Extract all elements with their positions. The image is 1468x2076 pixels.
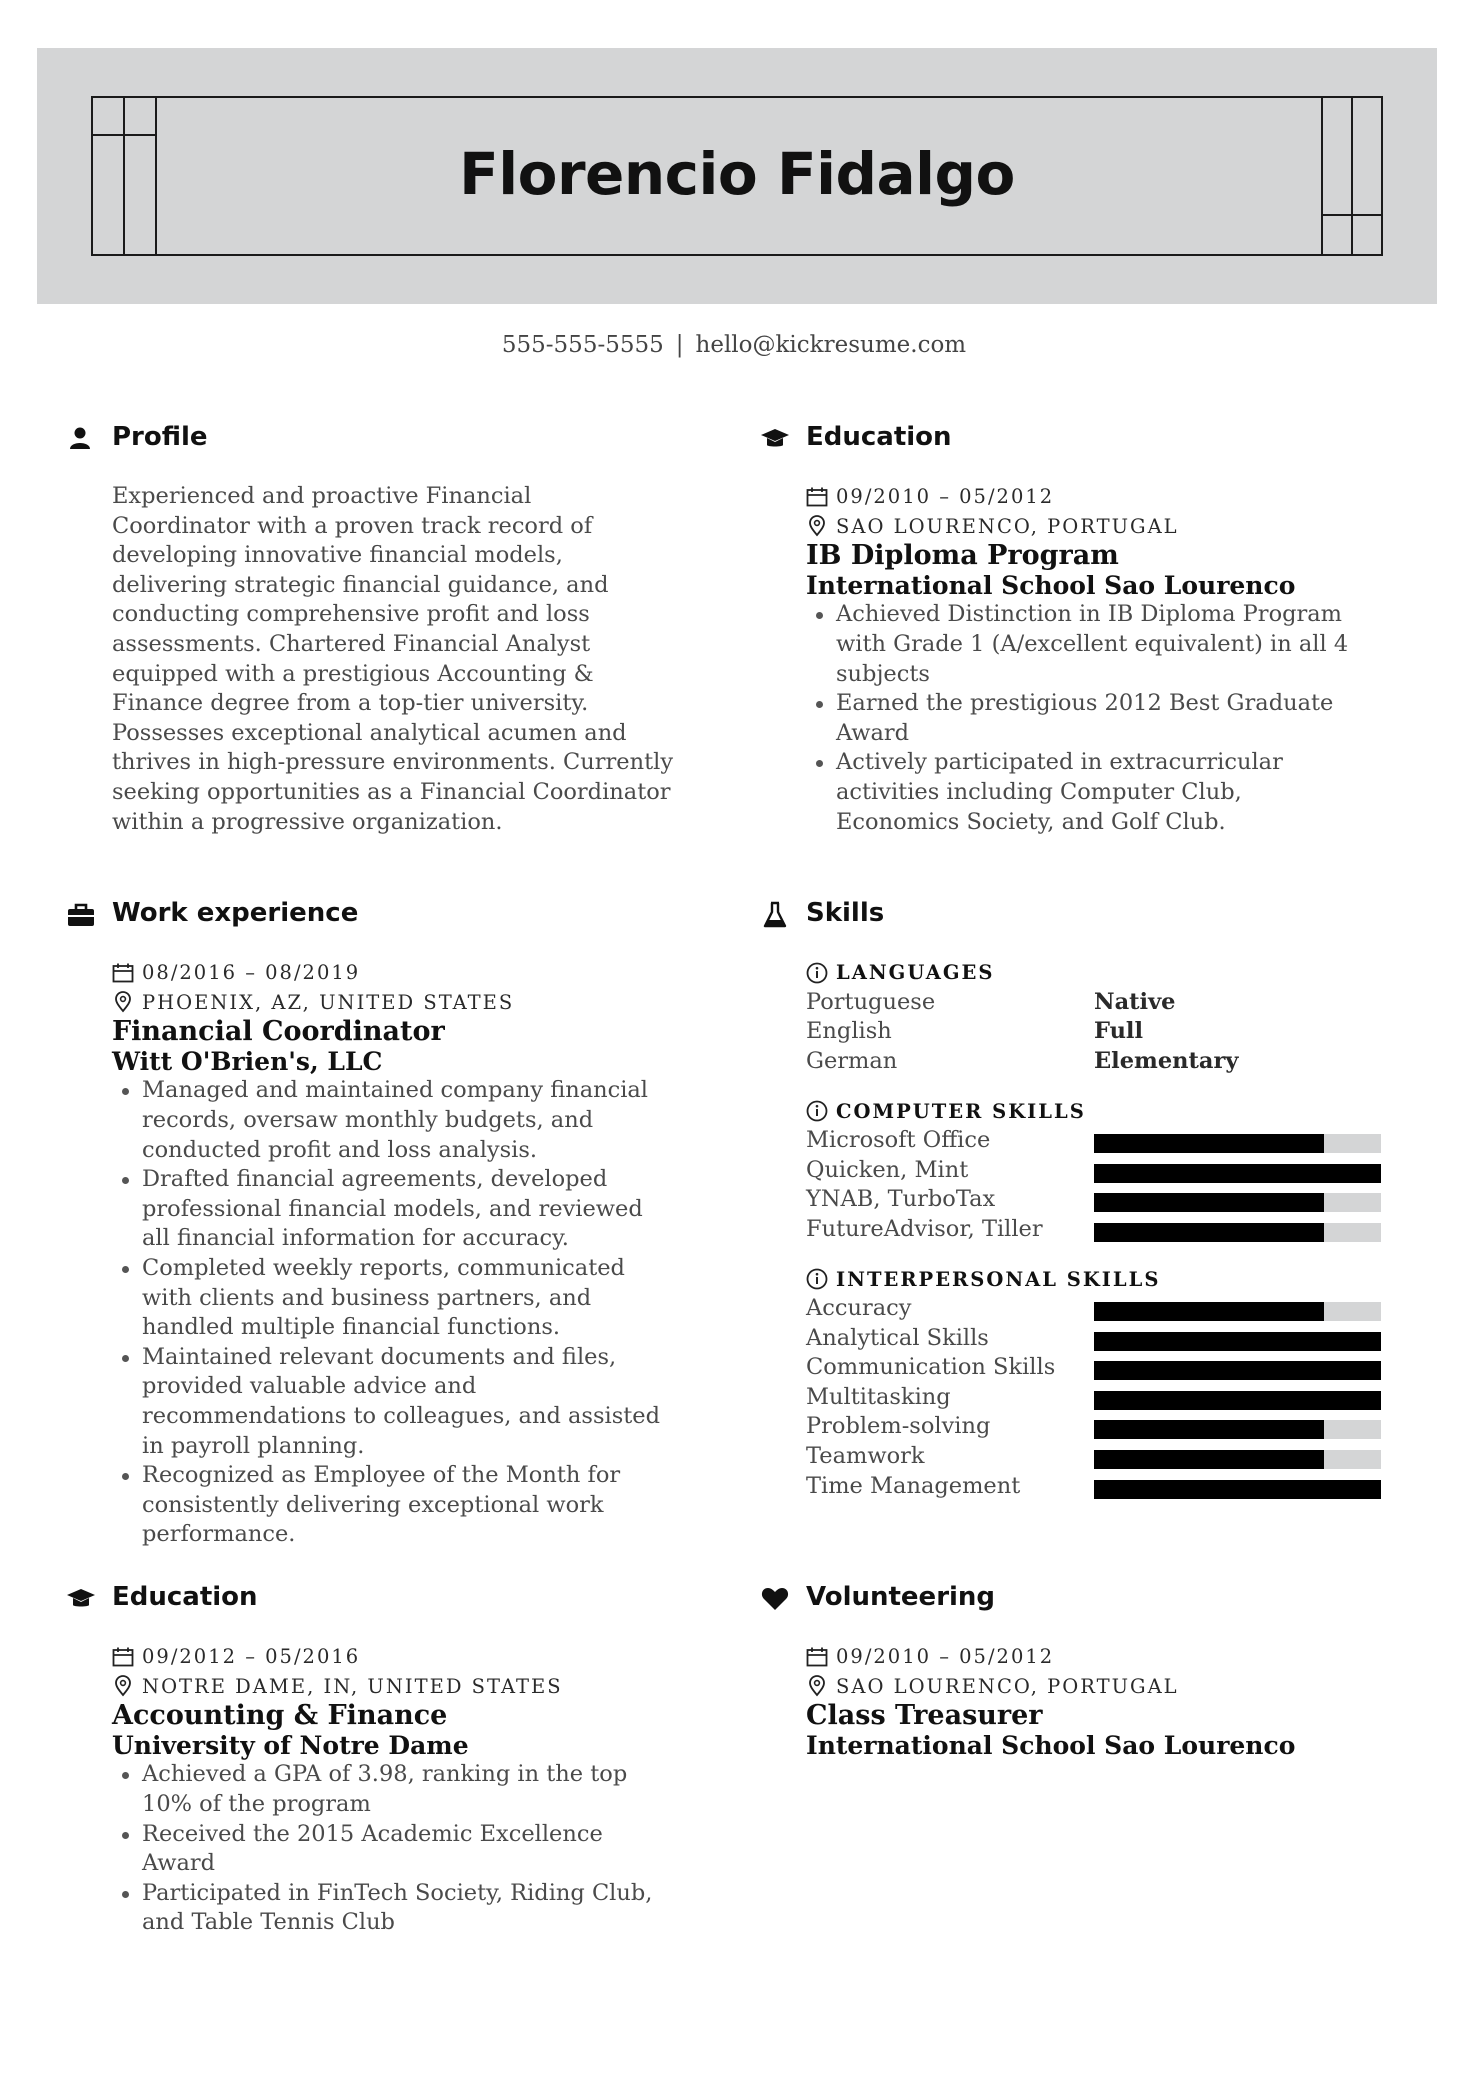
skill-level-bar <box>1094 1391 1381 1410</box>
skill-level-bar <box>1094 1302 1381 1321</box>
skill-group-header <box>806 1096 1370 1126</box>
calendar-icon <box>112 963 134 983</box>
person-icon <box>66 424 96 454</box>
language-row <box>806 1017 1370 1047</box>
header-banner <box>37 48 1437 304</box>
frame-divider <box>93 134 155 136</box>
skill-group-header <box>806 958 1370 988</box>
skill-row <box>806 1294 1370 1324</box>
location-pin-icon <box>806 515 828 537</box>
graduation-cap-icon <box>760 424 790 454</box>
profile-summary: Experienced and proactive Financial Coordinator with a proven track record of developing innovative financial models, delivering strategic financial guidance, and conducting comprehensive profit and loss assessments. Chartered Financial Analyst equipped with a prestigious Accounting & Finance degree from a top-tier university. Possesses exceptional analytical acumen and thrives in high-pressure environments. Currently seeking opportunities as a Financial Coordinator within a progressive organization. <box>112 483 674 835</box>
section-header <box>66 420 676 460</box>
list-item: Drafted financial agreements, developed professional financial models, and reviewed all financial information for accuracy. <box>112 1165 676 1254</box>
organization-name: International School Sao Lourenco <box>806 1730 1296 1760</box>
heart-icon <box>760 1584 790 1614</box>
responsibility-list <box>112 1076 676 1550</box>
contact-separator: | <box>675 332 684 358</box>
skill-row <box>806 1383 1370 1413</box>
location-pin-icon <box>112 991 134 1013</box>
skill-name: Problem-solving <box>806 1413 991 1440</box>
achievement-list <box>112 1760 676 1938</box>
section-header <box>760 420 1370 460</box>
skill-group-header <box>806 1264 1370 1294</box>
language-row <box>806 988 1370 1018</box>
language-row <box>806 1047 1370 1077</box>
language-name: English <box>806 1018 892 1045</box>
list-item: Maintained relevant documents and files, provided valuable advice and recommendations to colleagues, and assisted in payroll planning. <box>112 1343 676 1461</box>
calendar-icon <box>806 487 828 507</box>
dates-text: 09/2010 – 05/2012 <box>836 485 1055 508</box>
profile-section <box>66 420 676 837</box>
school-name: University of Notre Dame <box>112 1730 469 1760</box>
skill-level-bar <box>1094 1164 1381 1183</box>
skill-level-fill <box>1094 1361 1381 1380</box>
skill-name: Quicken, Mint <box>806 1156 969 1183</box>
skill-level-bar <box>1094 1361 1381 1380</box>
company-name: Witt O'Brien's, LLC <box>112 1046 383 1076</box>
location-text: SAO LOURENCO, PORTUGAL <box>836 514 1179 538</box>
section-header <box>66 1580 676 1620</box>
section-title: Volunteering <box>806 1582 996 1612</box>
section-header <box>66 896 676 936</box>
info-icon <box>806 962 828 984</box>
flask-icon <box>760 900 790 930</box>
entry-location <box>112 988 676 1018</box>
skill-row <box>806 1412 1370 1442</box>
section-header <box>760 896 1370 936</box>
skill-row <box>806 1442 1370 1472</box>
list-item: Completed weekly reports, communicated with clients and business partners, and handled multiple financial functions. <box>112 1254 676 1343</box>
skill-level-fill <box>1094 1134 1324 1153</box>
entry-location <box>806 1672 1370 1702</box>
computer-skill-list <box>806 1126 1370 1244</box>
location-text: NOTRE DAME, IN, UNITED STATES <box>142 1674 563 1698</box>
skill-name: YNAB, TurboTax <box>806 1186 996 1213</box>
briefcase-icon <box>66 900 96 930</box>
list-item: Achieved a GPA of 3.98, ranking in the top 10% of the program <box>112 1760 676 1819</box>
entry-dates <box>112 1642 676 1672</box>
skill-level-fill <box>1094 1480 1381 1499</box>
location-text: SAO LOURENCO, PORTUGAL <box>836 1674 1179 1698</box>
section-title: Skills <box>806 898 885 928</box>
location-pin-icon <box>806 1675 828 1697</box>
list-item: Participated in FinTech Society, Riding Club, and Table Tennis Club <box>112 1879 676 1938</box>
list-item: Actively participated in extracurricular activities including Computer Club, Economics Society, and Golf Club. <box>806 748 1370 837</box>
skill-level-bar <box>1094 1193 1381 1212</box>
skill-name: Communication Skills <box>806 1354 1056 1381</box>
education-section-secondary <box>760 420 1370 837</box>
dates-text: 09/2012 – 05/2016 <box>142 1645 361 1668</box>
section-title: Work experience <box>112 898 359 928</box>
language-name: German <box>806 1047 898 1074</box>
graduation-cap-icon <box>66 1584 96 1614</box>
skill-level-fill <box>1094 1332 1381 1351</box>
volunteer-role: Class Treasurer <box>806 1700 1043 1732</box>
entry-dates <box>806 1642 1370 1672</box>
skills-section <box>760 896 1370 1501</box>
language-level: Native <box>1094 988 1176 1015</box>
skill-name: FutureAdvisor, Tiller <box>806 1215 1043 1242</box>
achievement-list <box>806 600 1370 837</box>
skill-level-bar <box>1094 1420 1381 1439</box>
list-item: Received the 2015 Academic Excellence Award <box>112 1820 676 1879</box>
skill-name: Teamwork <box>806 1442 925 1469</box>
education-entry <box>112 1642 676 1938</box>
entry-location <box>806 512 1370 542</box>
section-title: Profile <box>112 422 208 452</box>
skill-name: Time Management <box>806 1472 1021 1499</box>
calendar-icon <box>806 1647 828 1667</box>
volunteering-section <box>760 1580 1370 1760</box>
language-level: Elementary <box>1094 1047 1239 1074</box>
skill-level-fill <box>1094 1420 1324 1439</box>
school-name: International School Sao Lourenco <box>806 570 1296 600</box>
location-text: PHOENIX, AZ, UNITED STATES <box>142 990 515 1014</box>
skill-level-bar <box>1094 1134 1381 1153</box>
list-item: Recognized as Employee of the Month for consistently delivering exceptional work performance. <box>112 1461 676 1550</box>
skill-level-fill <box>1094 1164 1381 1183</box>
dates-text: 09/2010 – 05/2012 <box>836 1645 1055 1668</box>
skill-row <box>806 1156 1370 1186</box>
job-title: Financial Coordinator <box>112 1016 445 1048</box>
section-title: Education <box>806 422 952 452</box>
skill-row <box>806 1215 1370 1245</box>
skill-level-bar <box>1094 1450 1381 1469</box>
skill-group-title: INTERPERSONAL SKILLS <box>836 1267 1161 1291</box>
skill-row <box>806 1185 1370 1215</box>
degree-title: IB Diploma Program <box>806 540 1119 572</box>
list-item: Earned the prestigious 2012 Best Graduate Award <box>806 689 1370 748</box>
skill-name: Accuracy <box>806 1294 912 1321</box>
email-address: hello@kickresume.com <box>695 332 967 358</box>
skill-level-bar <box>1094 1332 1381 1351</box>
language-level: Full <box>1094 1018 1144 1045</box>
frame-divider <box>1321 214 1383 216</box>
skill-row <box>806 1353 1370 1383</box>
work-entry <box>112 958 676 1550</box>
skill-group-title: COMPUTER SKILLS <box>836 1099 1086 1123</box>
volunteering-entry <box>806 1642 1370 1760</box>
interpersonal-skill-list <box>806 1294 1370 1501</box>
skill-level-bar <box>1094 1223 1381 1242</box>
entry-dates <box>112 958 676 988</box>
location-pin-icon <box>112 1675 134 1697</box>
info-icon <box>806 1268 828 1290</box>
work-experience-section <box>66 896 676 1550</box>
entry-location <box>112 1672 676 1702</box>
dates-text: 08/2016 – 08/2019 <box>142 961 361 984</box>
section-header <box>760 1580 1370 1620</box>
list-item: Achieved Distinction in IB Diploma Program with Grade 1 (A/excellent equivalent) in all 4 subjects <box>806 600 1370 689</box>
language-name: Portuguese <box>806 988 936 1015</box>
calendar-icon <box>112 1647 134 1667</box>
skill-row <box>806 1126 1370 1156</box>
education-entry <box>806 482 1370 837</box>
language-list <box>806 988 1370 1077</box>
skill-level-fill <box>1094 1193 1324 1212</box>
skill-level-fill <box>1094 1302 1324 1321</box>
skill-name: Microsoft Office <box>806 1126 991 1153</box>
skill-level-fill <box>1094 1223 1324 1242</box>
skill-name: Multitasking <box>806 1383 951 1410</box>
degree-title: Accounting & Finance <box>112 1700 448 1732</box>
skill-name: Analytical Skills <box>806 1324 989 1351</box>
skill-level-fill <box>1094 1450 1324 1469</box>
entry-dates <box>806 482 1370 512</box>
phone-number: 555-555-5555 <box>501 332 664 358</box>
section-title: Education <box>112 1582 258 1612</box>
skill-level-bar <box>1094 1480 1381 1499</box>
skill-level-fill <box>1094 1391 1381 1410</box>
section-body <box>112 482 676 837</box>
candidate-name: Florencio Fidalgo <box>459 140 1015 208</box>
info-icon <box>806 1100 828 1122</box>
skills-body <box>806 958 1370 1501</box>
skill-row <box>806 1324 1370 1354</box>
skill-group-title: LANGUAGES <box>836 961 995 985</box>
education-section <box>66 1580 676 1938</box>
list-item: Managed and maintained company financial records, oversaw monthly budgets, and conducted profit and loss analysis. <box>112 1076 676 1165</box>
skill-row <box>806 1472 1370 1502</box>
contact-line <box>0 332 1468 358</box>
